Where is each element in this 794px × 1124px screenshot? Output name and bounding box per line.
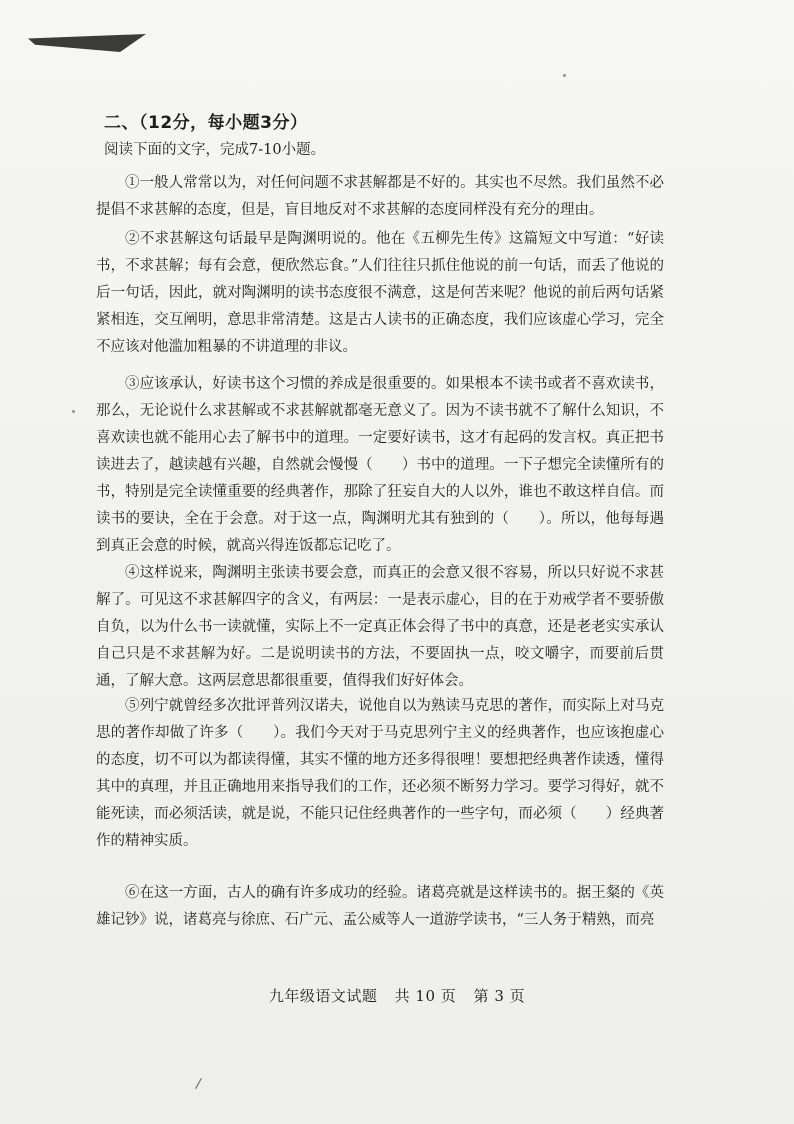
paragraph-2: ②不求甚解这句话最早是陶渊明说的。他在《五柳先生传》这篇短文中写道：“好读书，不求甚解；每有会意，便欣然忘食。”人们往往只抓住他说的前一句话，而丢了他说的后一句话，因此，就对陶渊明的读书态度很不满意，这是何苦来呢？他说的前后两句话紧紧相连，交互阐明，意思非常清楚。这是古人读书的正确态度，我们应该虚心学习，完全不应该对他滥加粗暴的不讲道理的非议。 [96,231,664,355]
reading-instruction: 阅读下面的文字，完成7-10小题。 [104,142,326,158]
footer-page-number: 第 3 页 [473,987,526,1005]
paragraph-1: ①一般人常常以为，对任何问题不求甚解都是不好的。其实也不尽然。我们虽然不必提倡不求甚解的态度，但是，盲目地反对不求甚解的态度同样没有充分的理由。 [96,175,664,218]
section-title: 二、（12分，每小题3分） [104,113,308,133]
paragraph-4: ④这样说来，陶渊明主张读书要会意，而真正的会意又很不容易，所以只好说不求甚解了。可见这不求甚解四字的含义，有两层：一是表示虚心，目的在于劝戒学者不要骄傲自负，以为什么书一读就懂，实际上不一定真正体会得了书中的真意，还是老老实实承认自己只是不求甚解为好。二是说明读书的方法，不要固执一点，咬文嚼字，而要前后贯通，了解大意。这两层意思都很重要，值得我们好好体会。 [96,565,664,689]
footer-total-pages: 共 10 页 [394,987,457,1005]
scan-speck [72,410,75,413]
paragraph-5: ⑤列宁就曾经多次批评普列汉诺夫，说他自以为熟读马克思的著作，而实际上对马克思的著作却做了许多（ ）。我们今天对于马克思列宁主义的经典著作，也应该抱虚心的态度，切不可以为都读得懂，其实不懂的地方还多得很哩！要想把经典著作读透，懂得其中的真理，并且正确地用来指导我们的工作，还必须不断努力学习。要学习得好，就不能死读，而必须活读，就是说，不能只记住经典著作的一些字句，而必须（ ）经典著作的精神实质。 [96,698,664,849]
paragraph-3: ③应该承认，好读书这个习惯的养成是很重要的。如果根本不读书或者不喜欢读书，那么，无论说什么求甚解或不求甚解就都毫无意义了。因为不读书就不了解什么知识，不喜欢读也就不能用心去了解书中的道理。一定要好读书，这才有起码的发言权。真正把书读进去了，越读越有兴趣，自然就会慢慢（ ）书中的道理。一下子想完全读懂所有的书，特别是完全读懂重要的经典著作，那除了狂妄自大的人以外，谁也不敢这样自信。而读书的要诀，全在于会意。对于这一点，陶渊明尤其有独到的（ ）。所以，他每每遇到真正会意的时候，就高兴得连饭都忘记吃了。 [96,376,664,554]
scan-speck [563,74,566,77]
page-footer [0,985,794,1006]
footer-subject: 九年级语文试题 [268,987,378,1005]
pen-tick-mark: / [194,1075,203,1093]
scan-corner-mark [28,34,146,52]
paragraph-6: ⑥在这一方面，古人的确有许多成功的经验。诸葛亮就是这样读书的。据王粲的《英雄记钞》说，诸葛亮与徐庶、石广元、孟公威等人一道游学读书，“三人务于精熟，而亮 [96,885,664,928]
